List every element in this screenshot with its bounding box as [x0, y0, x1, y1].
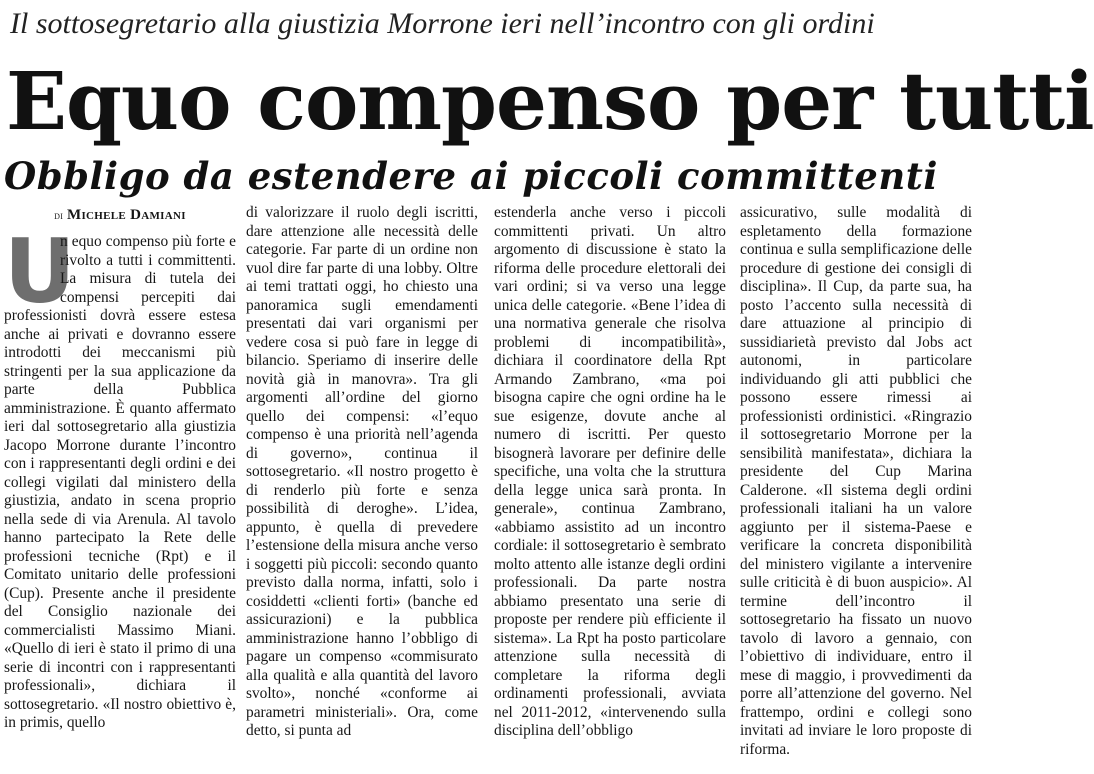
drop-cap: U — [4, 220, 76, 323]
byline-author: Michele Damiani — [67, 207, 186, 223]
article-column-1 — [4, 204, 236, 733]
column-text: n equo compenso più forte e rivolto a tutti i committenti. La misura di tutela dei compensi percepiti dai professionisti dovrà essere estesa anche ai privati e dovranno essere introdotti dei meccanismi più stringenti per la sua applicazione da parte della Pubblica amministrazione. È quanto affermato ieri dal sottosegretario alla giustizia Jacopo Morrone durante l’incontro con i rappresentanti degli ordini e dei collegi vigilati dal ministero della giustizia, andato in scena proprio nella sede di via Arenula. Al tavolo hanno partecipato la Rete delle professioni tecniche (Rpt) e il Comitato unitario delle professioni (Cup). Presente anche il presidente del Consiglio nazionale dei commercialisti Massimo Miani. «Quello di ieri è stato il primo di una serie di incontri con i rappresentanti professionali», dichiara il sottosegretario. «Il nostro obiettivo è, in primis, quello — [4, 233, 236, 731]
article-column-2 — [246, 204, 478, 741]
article-column-4 — [740, 204, 972, 759]
article-column-3 — [494, 204, 726, 741]
article-body — [0, 200, 976, 774]
column-text: assicurativo, sulle modalità di espletamento della formazione continua e sulla semplificazione delle procedure di gestione dei consigli di disciplina». Il Cup, da parte sua, ha posto l’accento sulla necessità di dare attuazione al principio di sussidiarietà previsto dal Jobs act autonomi, in particolare individuando gli atti pubblici che possono essere rimessi ai professionisti ordinistici. «Ringrazio il sottosegretario Morrone per la sensibilità manifestata», dichiara la presidente del Cup Marina Calderone. «Il sistema degli ordini professionali italiani ha un valore aggiunto per il sistema-Paese e verificare la concreta disponibilità del ministero vigilante a intervenire sulle criticità è di buon auspicio». Al termine dell’incontro il sottosegretario ha fissato un nuovo tavolo di lavoro a gennaio, con l’obiettivo di individuare, entro il mese di maggio, i provvedimenti da porre all’attenzione del governo. Nel frattempo, ordini e collegi sono invitati ad inviare le loro proposte di riforma. — [740, 204, 972, 758]
byline-prefix: di — [54, 208, 64, 222]
column-text: di valorizzare il ruolo degli iscritti, dare attenzione alle necessità delle categorie. Far parte di un ordine non vuol dire far parte di una lobby. Oltre ai temi trattati oggi, ho chiesto una panoramica sugli emendamenti presentati dai vari organismi per vedere cosa si può fare in legge di bilancio. Speriamo di inserire delle novità già in manovra». Tra gli argomenti all’ordine del giorno quello dei compensi: «l’equo compenso è una priorità nell’agenda di governo», continua il sottosegretario. «Il nostro progetto è di renderlo più forte e senza possibilità di deroghe». L’idea, appunto, è quella di prevedere l’estensione della misura anche verso i soggetti più piccoli: secondo quanto previsto dalla norma, infatti, solo i cosiddetti «clienti forti» (banche ed assicurazioni) e la pubblica amministrazione hanno l’obbligo di pagare un compenso «commisurato alla qualità e alla quantità del lavoro svolto», nonché «conforme ai parametri ministeriali». Ora, come detto, si punta ad — [246, 204, 478, 739]
article-headline: Equo compenso per tutti — [6, 54, 1094, 148]
article-subheadline: Obbligo da estendere ai piccoli committenti — [4, 154, 938, 198]
article-kicker: Il sottosegretario alla giustizia Morrone ieri nell’incontro con gli ordini — [10, 7, 875, 40]
column-text: estenderla anche verso i piccoli committenti privati. Un altro argomento di discussione è stato la riforma delle procedure elettorali dei vari ordini; si va verso una legge unica delle categorie. «Bene l’idea di una normativa generale che risolva problemi di incompatibilità», dichiara il coordinatore della Rpt Armando Zambrano, «ma poi bisogna capire che ogni ordine ha le sue esigenze, dovute anche al numero di iscritti. Per questo bisognerà lavorare per definire delle specifiche, una volta che la struttura della legge unica sarà pronta. In generale», continua Zambrano, «abbiamo assistito ad un incontro cordiale: il sottosegretario è sembrato molto attento alle istanze degli ordini professionali. Da parte nostra abbiamo presentato una serie di proposte per rendere più efficiente il sistema». La Rpt ha posto particolare attenzione sulla necessità di completare la riforma degli ordinamenti professionali, avviata nel 2011-2012, «intervenendo sulla disciplina dell’obbligo — [494, 204, 726, 739]
